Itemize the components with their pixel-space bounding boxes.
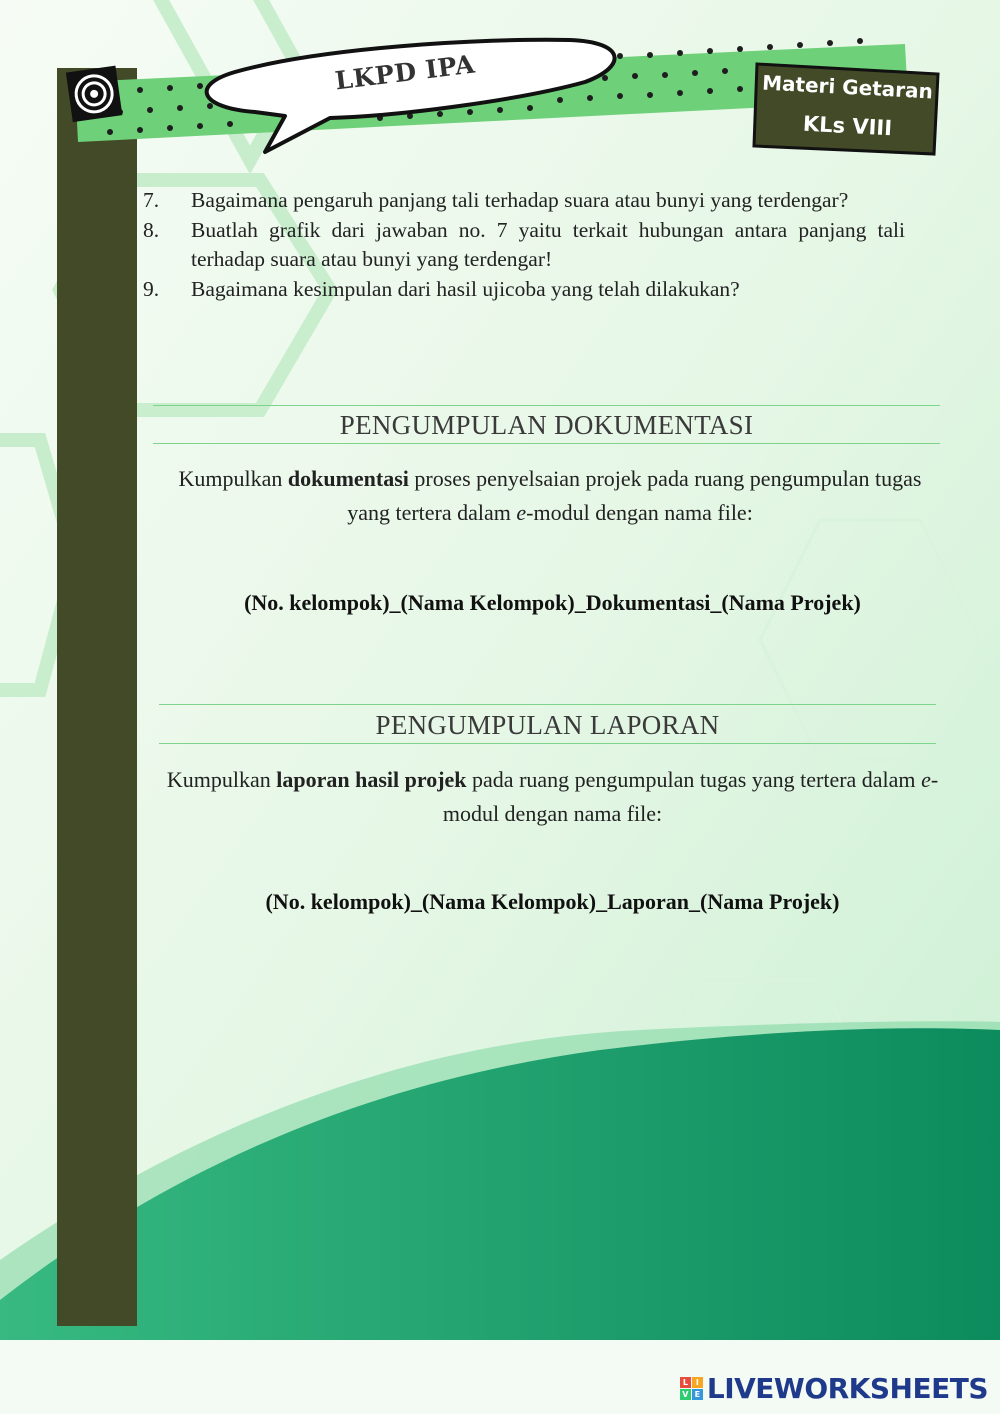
- liveworksheets-icon: L I V E: [680, 1377, 703, 1400]
- question-item: [143, 275, 905, 305]
- badge-subject: Materi Getaran: [761, 70, 934, 104]
- dokumentasi-filename-format: (No. kelompok)_(Nama Kelompok)_Dokumentasi_(Nama Projek): [244, 590, 861, 615]
- header-title: LKPD IPA: [333, 49, 477, 96]
- question-text: Bagaimana pengaruh panjang tali terhadap suara atau bunyi yang terdengar?: [191, 188, 849, 212]
- dokumentasi-instructions: Kumpulkan dokumentasi proses penyelsaian projek pada ruang pengumpulan tugas yang tertera dalam e-modul dengan nama file:: [178, 466, 922, 525]
- question-item: [143, 186, 905, 216]
- question-number: 7.: [143, 188, 160, 212]
- question-text: Bagaimana kesimpulan dari hasil ujicoba yang telah dilakukan?: [191, 276, 740, 301]
- liveworksheets-logo[interactable]: [680, 1372, 988, 1405]
- question-number: 9.: [143, 276, 160, 301]
- section-heading-laporan: PENGUMPULAN LAPORAN: [159, 704, 936, 744]
- question-list: [143, 186, 905, 304]
- badge-class: KLs VIII: [802, 111, 893, 141]
- laporan-instructions: Kumpulkan laporan hasil projek pada ruang pengumpulan tugas yang tertera dalam e-modul dengan nama file:: [166, 767, 939, 826]
- liveworksheets-brand: LIVEWORKSHEETS: [706, 1372, 988, 1405]
- target-icon: [66, 66, 122, 122]
- section-heading-dokumentasi: PENGUMPULAN DOKUMENTASI: [153, 405, 940, 444]
- question-number: 8.: [143, 217, 160, 242]
- question-text: Buatlah grafik dari jawaban no. 7 yaitu terkait hubungan antara panjang tali terhadap suara atau bunyi yang terdengar!: [191, 217, 905, 271]
- side-bar: [57, 68, 137, 1326]
- laporan-filename-format: (No. kelompok)_(Nama Kelompok)_Laporan_(Nama Projek): [265, 889, 840, 914]
- question-item: [143, 216, 905, 275]
